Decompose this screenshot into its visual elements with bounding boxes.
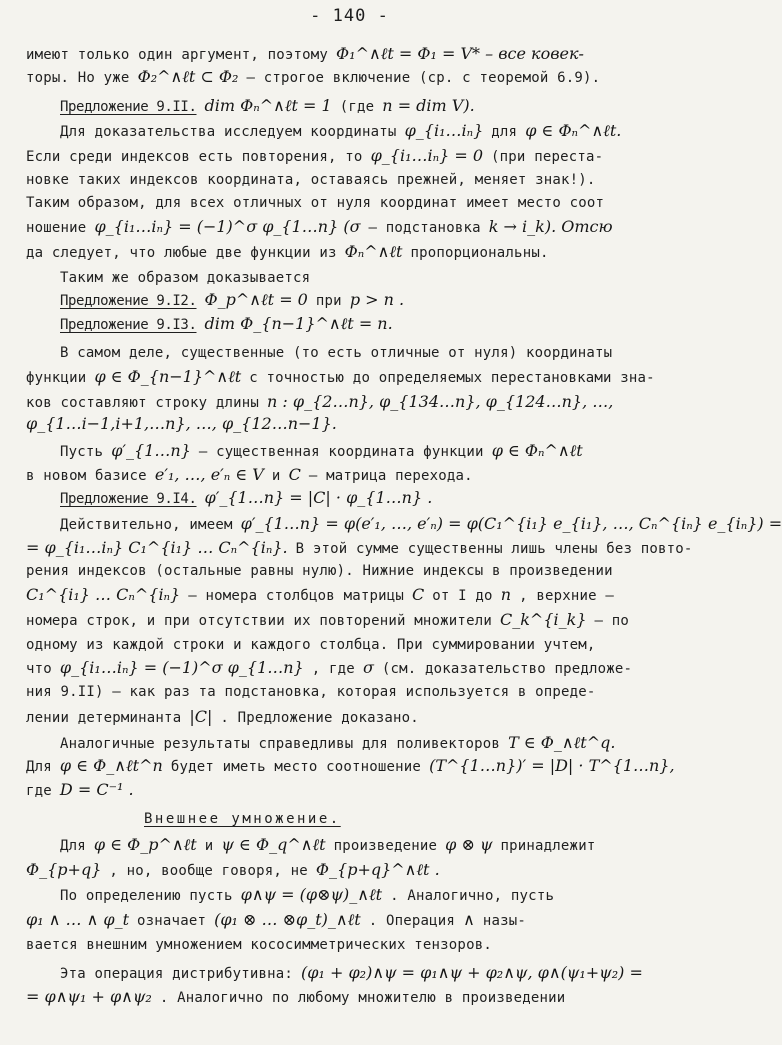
- text-fragment: торы. Но уже: [26, 70, 130, 86]
- text-fragment: , но, вообще говоря, не: [109, 863, 308, 879]
- text-line: [60, 121, 681, 142]
- text-fragment: ношение: [26, 220, 87, 236]
- text-line: [144, 809, 681, 829]
- text-line: [26, 44, 681, 65]
- formula: φ′_{1…n} = φ(e′₁, …, e′ₙ) = φ(C₁^{i₁} e_{i₁}, …, Cₙ^{iₙ} e_{iₙ}) =: [240, 514, 782, 533]
- formula: n: [500, 585, 512, 604]
- formula: φ_{i₁…iₙ} = (−1)^σ φ_{1…n} (σ: [94, 217, 361, 236]
- text-line: [26, 538, 693, 559]
- text-fragment: что: [26, 661, 52, 677]
- formula: p > n .: [349, 290, 405, 309]
- formula: φ_{i₁…iₙ} = 0: [370, 146, 484, 165]
- formula: k → i_k). Отсю: [488, 217, 613, 236]
- text-line: [60, 514, 782, 535]
- text-line: [26, 561, 681, 581]
- text-line: [26, 193, 681, 213]
- formula: φ′_{1…n}: [111, 441, 191, 460]
- text-fragment: Если среди индексов есть повторения, то: [26, 149, 363, 165]
- text-line: [26, 987, 681, 1008]
- formula: φ ∈ Φ_{n−1}^∧ℓt: [94, 367, 242, 386]
- text-line: [26, 585, 681, 606]
- formula: ∧: [463, 910, 475, 929]
- proposition-heading: Предложение 9.I2.: [60, 293, 197, 309]
- formula: dim Φₙ^∧ℓt = 1: [204, 96, 332, 115]
- text-fragment: . Аналогично, пусть: [390, 888, 555, 904]
- formula: (φ₁ ⊗ … ⊗φ_t)_∧ℓt: [214, 910, 361, 929]
- formula: φ ⊗ ψ: [445, 835, 493, 854]
- text-fragment: – строгое включение (ср. с теоремой 6.9).: [246, 70, 601, 86]
- formula: φ∧ψ = (φ⊗ψ)_∧ℓt: [240, 885, 383, 904]
- formula: Φ₂^∧ℓt ⊂ Φ₂: [137, 67, 239, 86]
- text-fragment: Для: [60, 838, 86, 854]
- text-line: [60, 441, 681, 462]
- formula: D = C⁻¹ .: [59, 780, 134, 799]
- formula: φ_{1…i−1,i+1,…n}, …, φ_{12…n−1}.: [26, 414, 337, 433]
- formula: φ₁ ∧ … ∧ φ_t: [26, 910, 130, 929]
- proposition-heading: Предложение 9.I4.: [60, 491, 197, 507]
- text-line: [60, 96, 681, 117]
- formula: n : φ_{2…n}, φ_{134…n}, φ_{124…n}, …,: [267, 392, 614, 411]
- formula: C: [412, 585, 425, 604]
- text-fragment: (см. доказательство предложе-: [381, 661, 633, 677]
- formula: C: [288, 465, 301, 484]
- text-fragment: новке таких индексов координата, оставаясь прежней, меняет знак!).: [26, 172, 596, 188]
- formula: T ∈ Φ_∧ℓt^q.: [508, 733, 616, 752]
- text-fragment: – по: [594, 613, 630, 629]
- text-fragment: при: [315, 293, 342, 309]
- text-line: [60, 835, 681, 856]
- text-fragment: одному из каждой строки и каждого столбца. При суммировании учтем,: [26, 637, 596, 653]
- formula: σ: [362, 658, 374, 677]
- text-line: [26, 780, 681, 801]
- text-fragment: и: [204, 838, 214, 854]
- text-line: [26, 242, 681, 263]
- text-line: [26, 682, 681, 702]
- text-line: [26, 465, 681, 486]
- proposition-heading: Предложение 9.I3.: [60, 317, 197, 333]
- text-fragment: для: [491, 124, 518, 140]
- formula: dim Φ_{n−1}^∧ℓt = n.: [204, 314, 393, 333]
- text-fragment: Таким образом, для всех отличных от нуля координат имеет место соот: [26, 195, 605, 211]
- text-fragment: Эта операция дистрибутивна:: [60, 966, 293, 982]
- text-fragment: (где: [339, 99, 375, 115]
- text-fragment: (при переста-: [491, 149, 604, 165]
- text-fragment: пропорциональны.: [410, 245, 549, 261]
- formula: Φₙ^∧ℓt: [344, 242, 403, 261]
- page-number: - 140 -: [310, 6, 389, 26]
- text-line: [26, 217, 681, 238]
- formula: Φ_{p+q}: [26, 860, 102, 879]
- text-line: [26, 658, 681, 679]
- text-line: [26, 610, 681, 631]
- text-line: [26, 707, 681, 728]
- text-line: [60, 963, 681, 984]
- text-line: [26, 756, 681, 777]
- text-fragment: где: [26, 783, 52, 799]
- text-fragment: да следует, что любые две функции из: [26, 245, 337, 261]
- text-line: [60, 343, 681, 363]
- formula: φ_{i₁…iₙ} = (−1)^σ φ_{1…n}: [59, 658, 304, 677]
- text-fragment: – подстановка: [368, 220, 481, 236]
- text-fragment: Действительно, имеем: [60, 517, 233, 533]
- text-line: [26, 910, 681, 931]
- formula: φ′_{1…n} = |C| · φ_{1…n} .: [204, 488, 433, 507]
- text-line: [26, 170, 681, 190]
- text-line: [60, 488, 681, 509]
- text-fragment: рения индексов (остальные равны нулю). Нижние индексы в произведении: [26, 563, 613, 579]
- text-fragment: . Аналогично по любому множителю в произведении: [159, 990, 566, 1006]
- text-line: [26, 935, 681, 955]
- text-fragment: произведение: [333, 838, 438, 854]
- formula: C_k^{i_k}: [499, 610, 587, 629]
- text-fragment: от I до: [432, 588, 493, 604]
- formula: (φ₁ + φ₂)∧ψ = φ₁∧ψ + φ₂∧ψ, φ∧(ψ₁+ψ₂) =: [301, 963, 643, 982]
- text-line: [26, 392, 681, 413]
- formula: φ ∈ Φ_∧ℓt^n: [59, 756, 163, 775]
- text-fragment: В самом деле, существенные (то есть отличные от нуля) координаты: [60, 345, 613, 361]
- formula: = φ∧ψ₁ + φ∧ψ₂: [26, 987, 152, 1006]
- text-line: [26, 367, 681, 388]
- text-fragment: будет иметь место соотношение: [170, 759, 422, 775]
- text-line: [26, 414, 681, 435]
- text-fragment: , где: [311, 661, 355, 677]
- formula: φ_{i₁…iₙ}: [404, 121, 484, 140]
- text-fragment: . Операция: [368, 913, 456, 929]
- text-fragment: лении детерминанта: [26, 710, 182, 726]
- text-fragment: ков составляют строку длины: [26, 395, 259, 411]
- text-fragment: вается внешним умножением кососимметрических тензоров.: [26, 937, 492, 953]
- text-fragment: номера строк, и при отсутствии их повторений множители: [26, 613, 492, 629]
- text-fragment: и: [271, 468, 281, 484]
- text-fragment: Пусть: [60, 444, 104, 460]
- text-fragment: – номера столбцов матрицы: [188, 588, 404, 604]
- text-fragment: Таким же образом доказывается: [60, 270, 311, 286]
- text-line: [26, 635, 681, 655]
- text-fragment: принадлежит: [500, 838, 596, 854]
- text-fragment: с точностью до определяемых перестановками зна-: [249, 370, 655, 386]
- text-line: [60, 885, 681, 906]
- text-line: [26, 860, 681, 881]
- text-fragment: назы-: [482, 913, 526, 929]
- text-fragment: означает: [137, 913, 207, 929]
- formula: Φ₁^∧ℓt = Φ₁ = V* – все ковек-: [336, 44, 584, 63]
- formula: Φ_p^∧ℓt = 0: [204, 290, 308, 309]
- text-line: [26, 146, 681, 167]
- text-fragment: функции: [26, 370, 87, 386]
- text-fragment: Для: [26, 759, 52, 775]
- formula: (T^{1…n})′ = |D| · T^{1…n},: [429, 756, 675, 775]
- formula: ψ ∈ Φ_q^∧ℓt: [221, 835, 326, 854]
- formula: φ ∈ Φₙ^∧ℓt.: [525, 121, 622, 140]
- text-fragment: ния 9.II) – как раз та подстановка, которая используется в опреде-: [26, 684, 596, 700]
- formula: φ ∈ Φₙ^∧ℓt: [491, 441, 583, 460]
- text-fragment: . Предложение доказано.: [220, 710, 419, 726]
- formula: = φ_{i₁…iₙ} C₁^{i₁} … Cₙ^{iₙ}.: [26, 538, 288, 557]
- formula: n = dim V).: [382, 96, 475, 115]
- proposition-heading: Предложение 9.II.: [60, 99, 197, 115]
- text-fragment: – матрица перехода.: [308, 468, 473, 484]
- text-fragment: , верхние –: [519, 588, 614, 604]
- text-fragment: По определению пусть: [60, 888, 233, 904]
- text-fragment: – существенная координата функции: [198, 444, 484, 460]
- text-fragment: имеют только один аргумент, поэтому: [26, 47, 329, 63]
- text-fragment: В этой сумме существенны лишь члены без повто-: [295, 541, 693, 557]
- text-line: [60, 733, 681, 754]
- text-fragment: Для доказательства исследуем координаты: [60, 124, 397, 140]
- formula: Φ_{p+q}^∧ℓt .: [315, 860, 440, 879]
- section-heading: Внешнее умножение.: [144, 811, 341, 827]
- formula: C₁^{i₁} … Cₙ^{iₙ}: [26, 585, 181, 604]
- text-fragment: Аналогичные результаты справедливы для поливекторов: [60, 736, 501, 752]
- text-line: [26, 67, 681, 88]
- formula: e′₁, …, e′ₙ ∈ V: [154, 465, 264, 484]
- text-line: [60, 290, 681, 311]
- text-line: [60, 314, 681, 335]
- formula: |C|: [189, 707, 213, 726]
- text-line: [60, 268, 681, 288]
- text-fragment: в новом базисе: [26, 468, 147, 484]
- formula: φ ∈ Φ_p^∧ℓt: [93, 835, 197, 854]
